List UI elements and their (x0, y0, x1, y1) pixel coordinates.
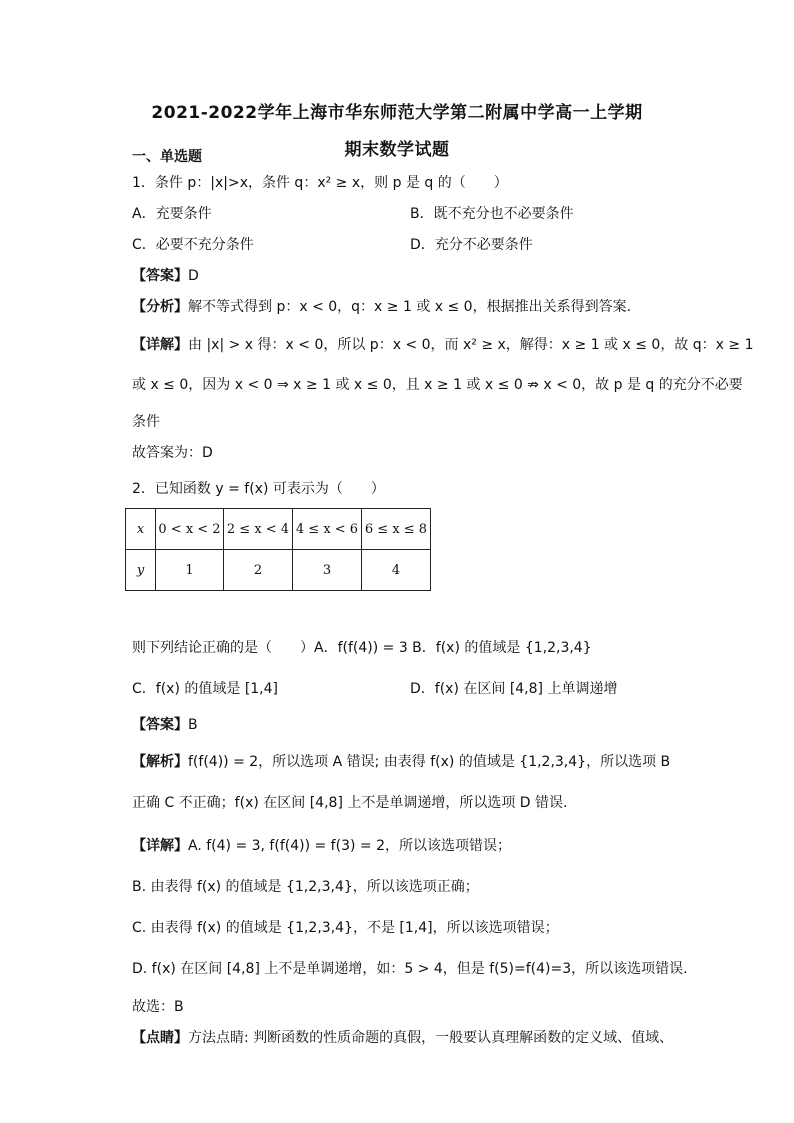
q2-explain-line2: 正确 C 不正确；f(x) 在区间 [4,8] 上不是单调递增，所以选项 D 错误. (132, 795, 568, 811)
answer-tag: 【答案】 (132, 717, 188, 733)
table-cell: 2 (224, 550, 293, 591)
q2-detail-b: B. 由表得 f(x) 的值域是 {1,2,3,4}，所以该选项正确； (132, 879, 479, 895)
q2-explain-line1 (132, 751, 670, 771)
q1-answer (132, 265, 199, 285)
q2-final: 故选：B (132, 999, 184, 1015)
q2-detail-c: C. 由表得 f(x) 的值域是 {1,2,3,4}，不是 [1,4]，所以该选项错误； (132, 920, 559, 936)
q1-detail-line3: 条件 (132, 414, 160, 430)
q2-value-table (125, 508, 431, 591)
q1-analysis (132, 296, 631, 316)
q1-detail-line1 (132, 334, 754, 354)
q2-comment (132, 1027, 673, 1047)
detail-text: A. f(4) = 3, f(f(4)) = f(3) = 2，所以该选项错误； (188, 838, 511, 854)
q1-final: 故答案为：D (132, 445, 213, 461)
table-cell: 3 (293, 550, 362, 591)
analysis-tag: 【分析】 (132, 299, 188, 315)
table-row (126, 550, 431, 591)
detail-tag: 【详解】 (132, 337, 188, 353)
table-cell: 2 ≤ x < 4 (224, 509, 293, 550)
analysis-text: 解不等式得到 p：x < 0，q：x ≥ 1 或 x ≤ 0，根据推出关系得到答案. (188, 299, 632, 315)
table-cell: 4 (362, 550, 431, 591)
q2-detail-d: D. f(x) 在区间 [4,8] 上不是单调递增，如：5 > 4，但是 f(5)=f(4)=3，所以该选项错误. (132, 961, 688, 977)
q2-option-d: D．f(x) 在区间 [4,8] 上单调递增 (410, 681, 618, 697)
answer-value: B (188, 717, 198, 733)
table-cell: 4 ≤ x < 6 (293, 509, 362, 550)
comment-tag: 【点睛】 (132, 1030, 188, 1046)
table-header-x: x (126, 509, 156, 550)
q2-answer (132, 714, 198, 734)
table-row (126, 509, 431, 550)
detail-tag: 【详解】 (132, 838, 188, 854)
comment-text: 方法点睛: 判断函数的性质命题的真假，一般要认真理解函数的定义域、值域、 (188, 1030, 674, 1046)
doc-title-line1: 2021-2022学年上海市华东师范大学第二附属中学高一上学期 (151, 103, 643, 123)
answer-tag: 【答案】 (132, 268, 188, 284)
section-heading: 一、单选题 (132, 149, 202, 165)
table-cell: 0 < x < 2 (156, 509, 224, 550)
table-cell: 1 (156, 550, 224, 591)
table-header-y: y (126, 550, 156, 591)
q2-detail-a (132, 835, 511, 855)
table-cell: 6 ≤ x ≤ 8 (362, 509, 431, 550)
q1-stem: 1．条件 p：|x|>x，条件 q：x² ≥ x，则 p 是 q 的（ ） (132, 175, 508, 191)
q1-option-c: C．必要不充分条件 (132, 237, 254, 253)
explain-text: f(f(4)) = 2，所以选项 A 错误; 由表得 f(x) 的值域是 {1,2,3,4}，所以选项 B (188, 754, 671, 770)
q2-option-c: C．f(x) 的值域是 [1,4] (132, 681, 279, 697)
q2-prompt: 则下列结论正确的是（ ）A．f(f(4)) = 3 B．f(x) 的值域是 {1,2,3,4} (132, 640, 592, 656)
q1-option-a: A．充要条件 (132, 206, 212, 222)
q1-option-d: D．充分不必要条件 (410, 237, 533, 253)
explain-tag: 【解析】 (132, 754, 188, 770)
answer-value: D (188, 268, 199, 284)
q2-stem: 2．已知函数 y = f(x) 可表示为（ ） (132, 481, 385, 497)
doc-title-line2: 期末数学试题 (344, 140, 450, 160)
detail-text: 由 |x| > x 得：x < 0，所以 p：x < 0，而 x² ≥ x，解得：x ≥ 1 或 x ≤ 0，故 q：x ≥ 1 (188, 337, 754, 353)
q1-option-b: B．既不充分也不必要条件 (410, 206, 574, 222)
q1-detail-line2: 或 x ≤ 0，因为 x < 0 ⇒ x ≥ 1 或 x ≤ 0，且 x ≥ 1 或 x ≤ 0 ⇏ x < 0，故 p 是 q 的充分不必要 (132, 377, 743, 393)
